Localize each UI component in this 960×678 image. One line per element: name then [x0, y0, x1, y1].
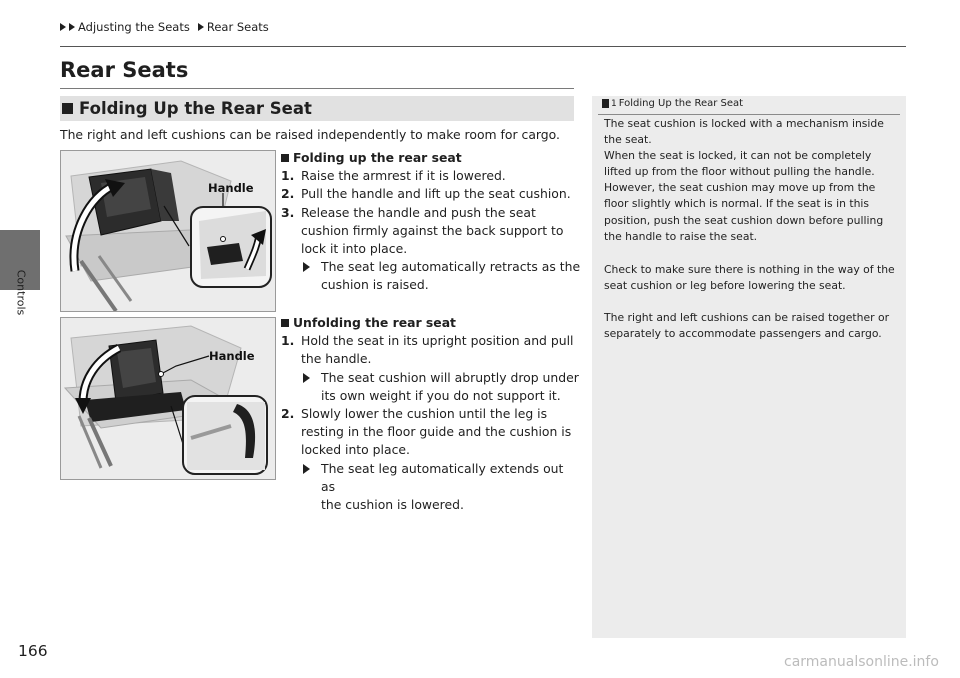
figure-unfolding-seat [60, 317, 276, 480]
step-number: 2. [281, 406, 295, 422]
figure1-handle-label: Handle [208, 181, 254, 195]
breadcrumb-item-rear-seats[interactable]: Rear Seats [206, 20, 269, 34]
folding-result [281, 258, 581, 294]
note-marker: 1 [611, 98, 617, 109]
page-title: Rear Seats [60, 58, 189, 82]
note-heading [602, 98, 743, 109]
side-tab-label: Controls [14, 269, 28, 316]
result-text: the cushion is lowered. [321, 497, 464, 513]
folding-step [281, 185, 581, 203]
unfolding-heading [281, 314, 581, 332]
unfolding-heading-text: Unfolding the rear seat [293, 315, 456, 330]
step-text: lock it into place. [301, 241, 408, 257]
unfolding-seat-illustration [61, 318, 275, 479]
note-title: Folding Up the Rear Seat [618, 98, 744, 109]
step-text: Slowly lower the cushion until the leg is [301, 406, 548, 422]
breadcrumb-arrow-icon [69, 23, 75, 31]
unfolding-step [281, 332, 581, 368]
watermark: carmanualsonline.info [784, 654, 939, 670]
header-divider [60, 46, 906, 47]
note-paragraph: The right and left cushions can be raised together or separately to accommodate passengers and cargo. [604, 311, 890, 341]
breadcrumb-item-adjusting-seats[interactable]: Adjusting the Seats [78, 20, 190, 34]
step-number: 1. [281, 168, 295, 184]
unfolding-result [281, 460, 581, 515]
folding-heading-text: Folding up the rear seat [293, 150, 462, 165]
step-number: 2. [281, 186, 295, 202]
result-text: cushion is raised. [321, 277, 429, 293]
folding-seat-illustration [61, 151, 275, 311]
folding-heading [281, 149, 581, 167]
unfolding-instructions [281, 314, 581, 514]
result-text: its own weight if you do not support it. [321, 387, 561, 403]
square-bullet-icon [62, 103, 73, 114]
result-arrow-icon [303, 373, 310, 383]
breadcrumb-arrow-icon [198, 23, 204, 31]
note-paragraph: Check to make sure there is nothing in the way of the seat cushion or leg before lowering the seat. [604, 263, 895, 293]
breadcrumb [60, 20, 269, 34]
step-text: Pull the handle and lift up the seat cushion. [301, 186, 571, 202]
square-bullet-icon [281, 154, 289, 162]
unfolding-step [281, 405, 581, 460]
folding-instructions [281, 149, 581, 295]
step-text: Raise the armrest if it is lowered. [301, 168, 506, 184]
step-text: the handle. [301, 351, 372, 367]
note-paragraph: The seat cushion is locked with a mechanism inside the seat. When the seat is locked, it can not be completely lifted up from the floor without pulling the handle. However, the seat cushion may move up from the floor slightly which is normal. If the seat is in this position, push the seat cushion down before pulling the handle to raise the seat. [604, 117, 884, 243]
step-number: 3. [281, 204, 295, 220]
unfolding-result [281, 369, 581, 405]
section-heading [60, 96, 574, 121]
intro-text: The right and left cushions can be raised independently to make room for cargo. [60, 127, 560, 142]
result-arrow-icon [303, 262, 310, 272]
page-number: 166 [18, 642, 48, 660]
note-marker-icon [602, 99, 609, 108]
step-text: resting in the floor guide and the cushion is [301, 424, 572, 440]
result-arrow-icon [303, 464, 310, 474]
step-text: cushion firmly against the back support to [301, 222, 564, 238]
folding-step [281, 204, 581, 259]
title-divider [60, 88, 574, 89]
step-text: Release the handle and push the seat [301, 204, 536, 220]
step-number: 1. [281, 333, 295, 349]
result-text: The seat leg automatically retracts as the [321, 259, 581, 275]
figure-folding-seat [60, 150, 276, 312]
step-text: Hold the seat in its upright position and pull [301, 333, 574, 349]
section-heading-text: Folding Up the Rear Seat [79, 99, 312, 118]
step-text: locked into place. [301, 442, 410, 458]
folding-step [281, 167, 581, 185]
result-text: The seat leg automatically extends out as [321, 460, 564, 494]
note-divider [598, 114, 900, 115]
square-bullet-icon [281, 319, 289, 327]
side-note-panel [592, 96, 906, 638]
result-text: The seat cushion will abruptly drop under [321, 369, 579, 385]
breadcrumb-arrow-icon [60, 23, 66, 31]
figure2-handle-label: Handle [209, 349, 255, 363]
